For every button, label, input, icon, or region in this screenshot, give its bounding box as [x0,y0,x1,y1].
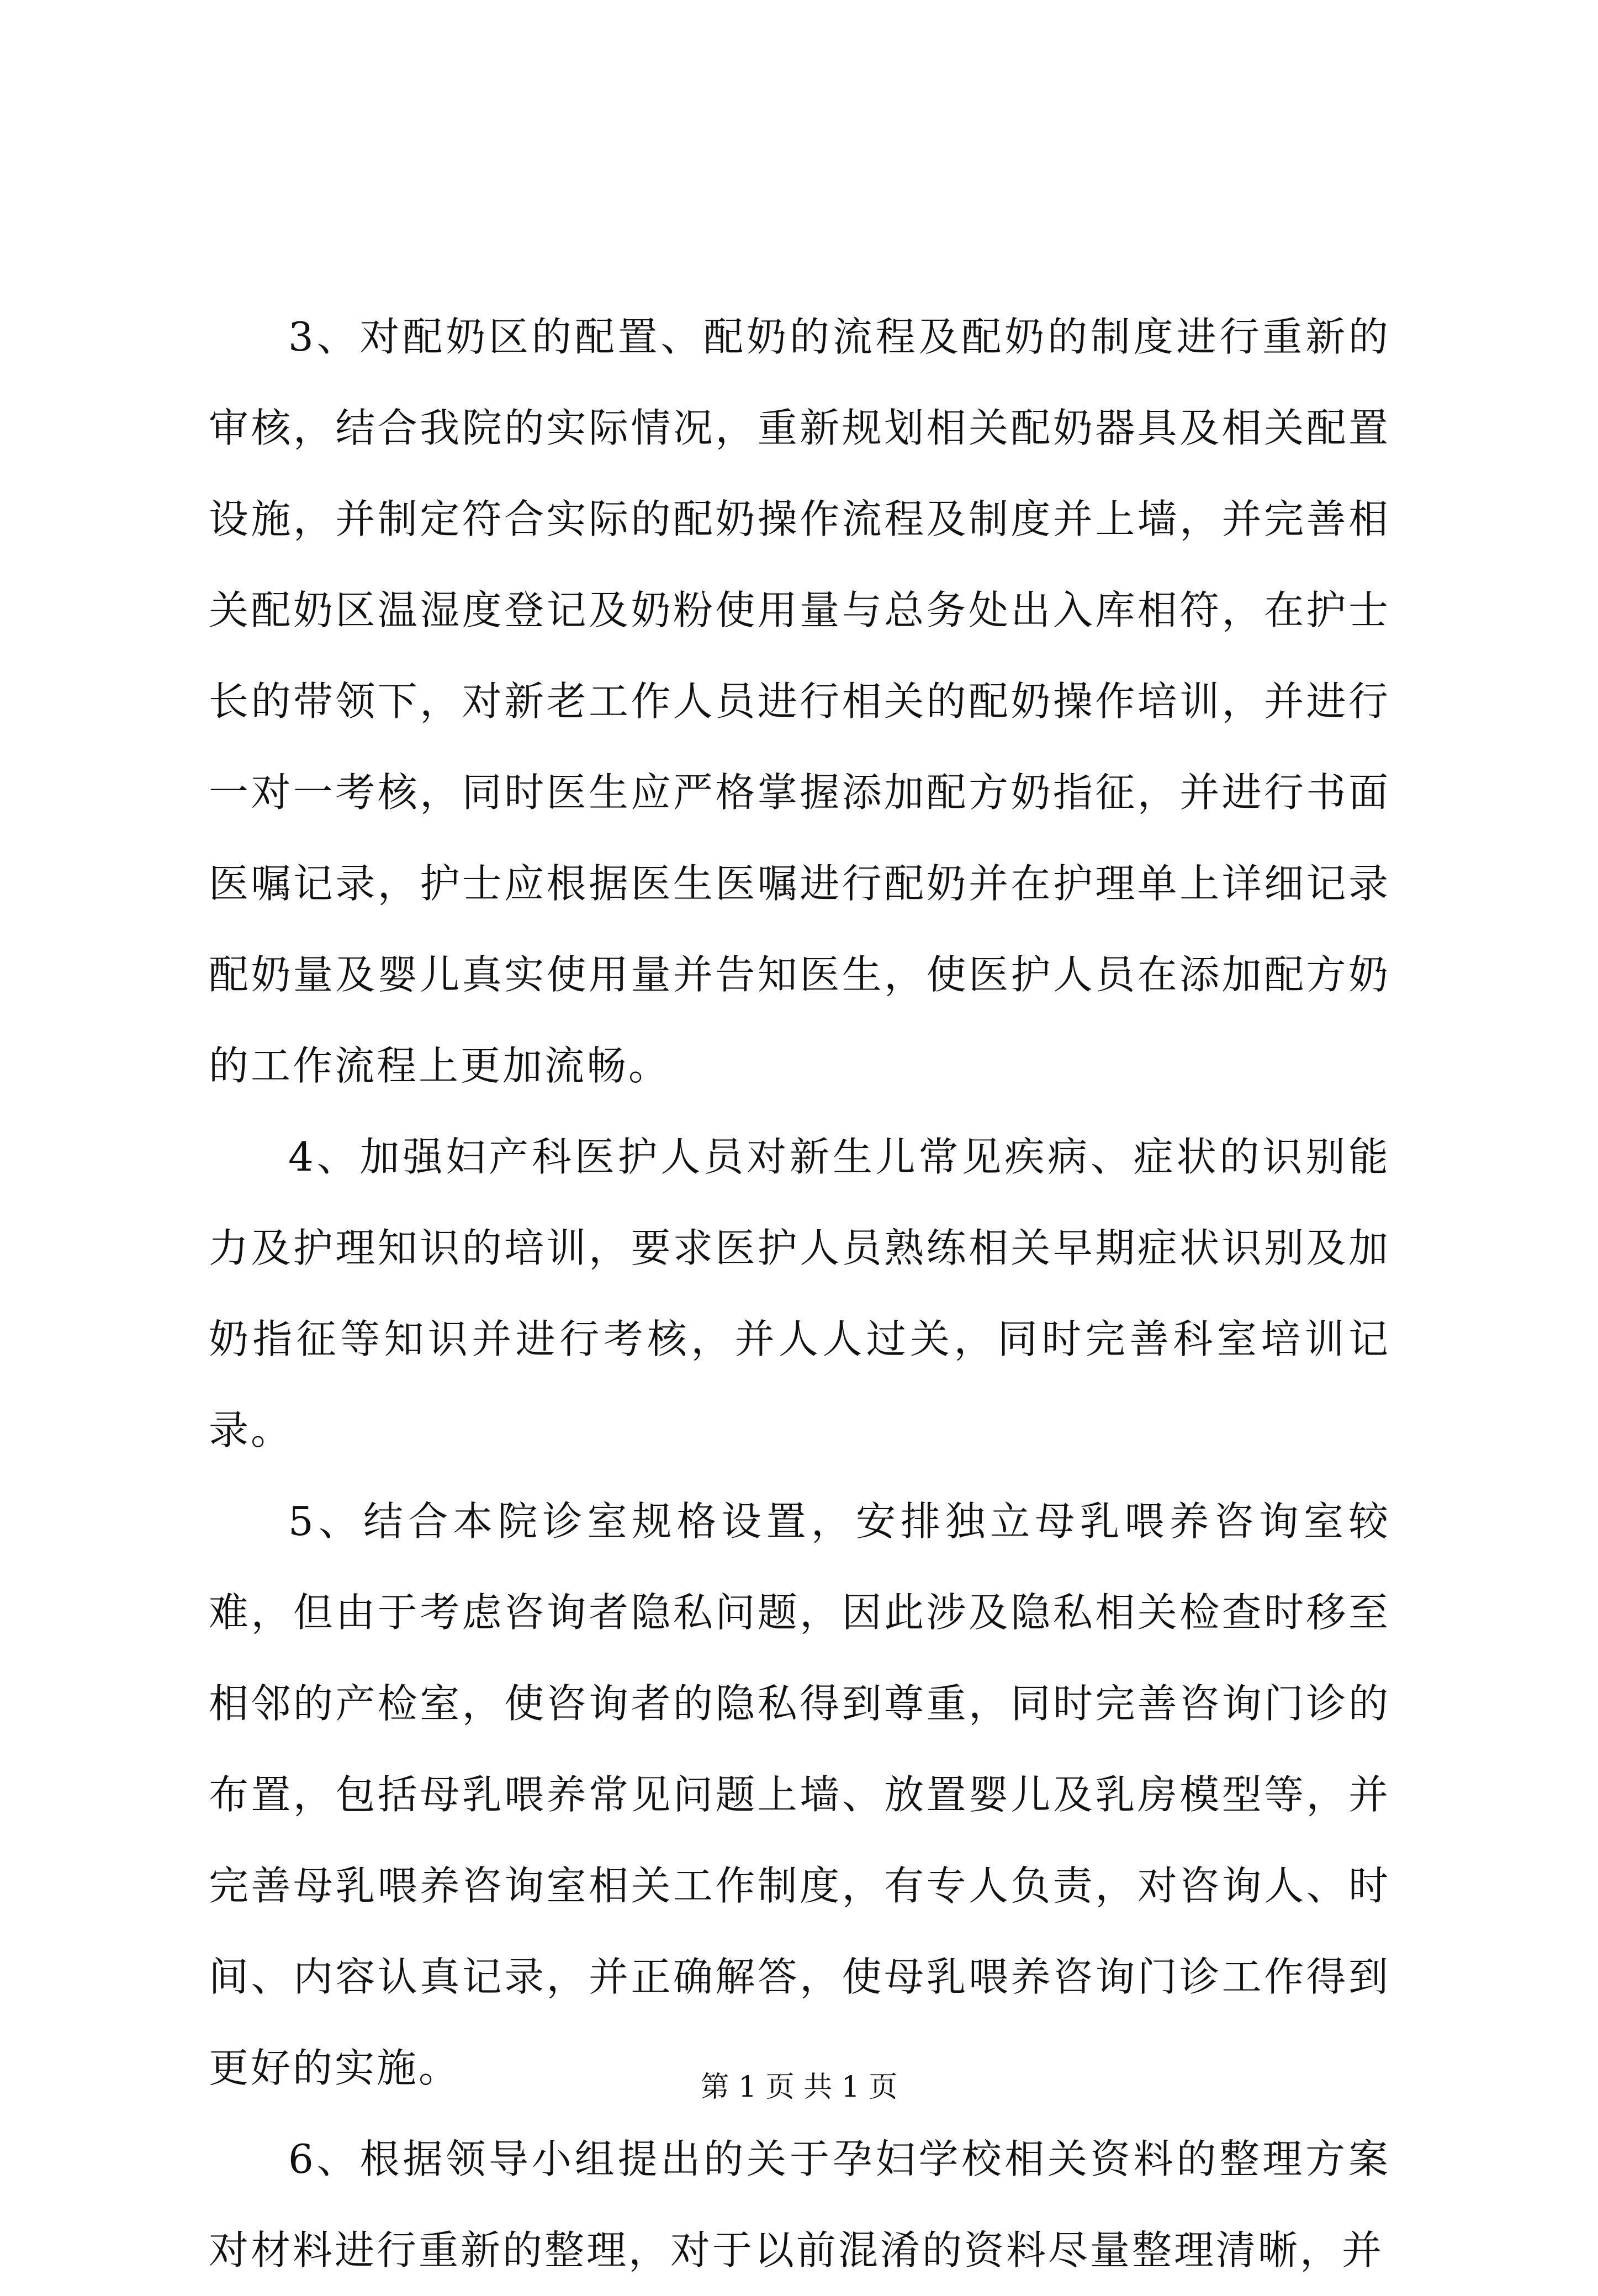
document-body [209,292,1390,2296]
page-number-label: 第 1 页 共 1 页 [700,2071,898,2104]
page-footer [0,2068,1598,2107]
paragraph-item-6: 6、根据领导小组提出的关于孕妇学校相关资料的整理方案对材料进行重新的整理，对于以前混淆的资料尽量整理清晰，并 [209,2136,1390,2273]
paragraph-item-4: 4、加强妇产科医护人员对新生儿常见疾病、症状的识别能力及护理知识的培训，要求医护人员熟练相关早期症状识别及加奶指征等知识并进行考核，并人人过关，同时完善科室培训记录。 [209,1134,1390,1453]
paragraph-item-3: 3、对配奶区的配置、配奶的流程及配奶的制度进行重新的审核，结合我院的实际情况，重新规划相关配奶器具及相关配置设施，并制定符合实际的配奶操作流程及制度并上墙，并完善相关配奶区温湿度登记及奶粉使用量与总务处出入库相符，在护士长的带领下，对新老工作人员进行相关的配奶操作培训，并进行一对一考核，同时医生应严格掌握添加配方奶指征，并进行书面医嘱记录，护士应根据医生医嘱进行配奶并在护理单上详细记录配奶量及婴儿真实使用量并告知医生，使医护人员在添加配方奶的工作流程上更加流畅。 [209,314,1390,1089]
paragraph-item-5: 5、结合本院诊室规格设置，安排独立母乳喂养咨询室较难，但由于考虑咨询者隐私问题，因此涉及隐私相关检查时移至相邻的产检室，使咨询者的隐私得到尊重，同时完善咨询门诊的布置，包括母乳喂养常见问题上墙、放置婴儿及乳房模型等，并完善母乳喂养咨询室相关工作制度，有专人负责，对咨询人、时间、内容认真记录，并正确解答，使母乳喂养咨询门诊工作得到更好的实施。 [209,1498,1390,2091]
